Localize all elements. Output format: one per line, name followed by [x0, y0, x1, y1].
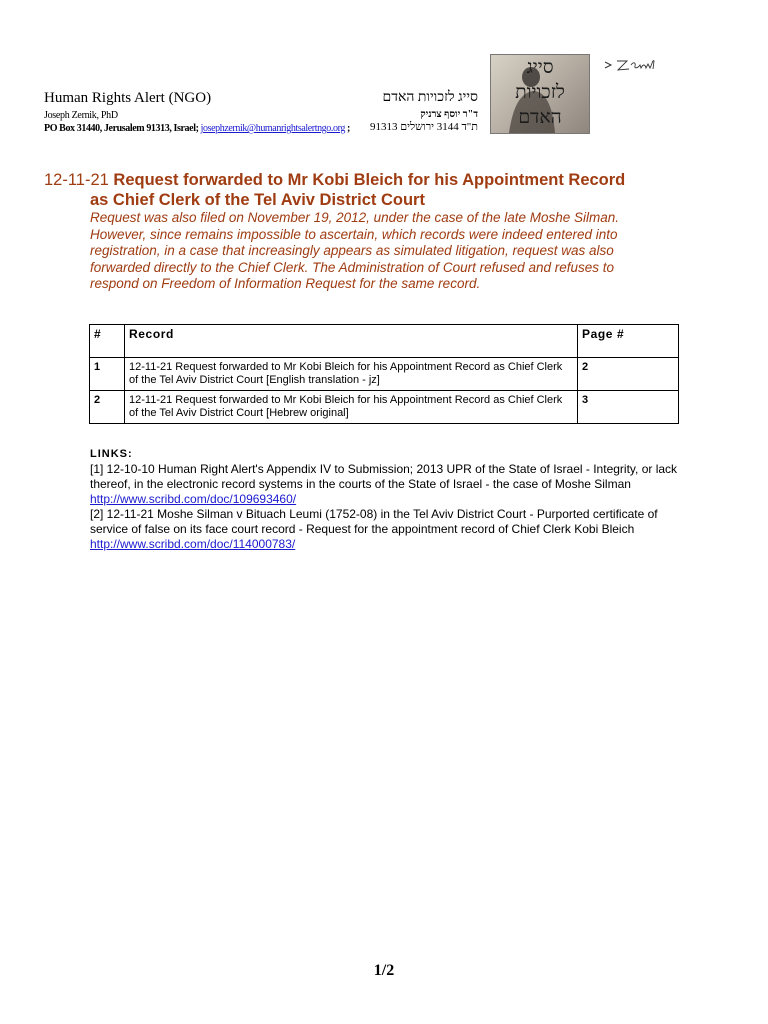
- logo-text-1: סייג: [526, 56, 554, 78]
- link-item-2-url[interactable]: http://www.scribd.com/doc/114000783/: [90, 537, 296, 551]
- logo-text-2: לזכויות: [515, 81, 565, 103]
- org-name-english: Human Rights Alert (NGO): [44, 90, 212, 106]
- header-record: Record: [125, 325, 578, 358]
- page-number: 1/2: [373, 962, 395, 979]
- header-number: #: [90, 325, 125, 358]
- table-row: [90, 358, 679, 391]
- row-record: 12-11-21 Request forwarded to Mr Kobi Bleich for his Appointment Record as Chief Clerk of the Tel Aviv District Court [English translation - jz]: [125, 358, 578, 391]
- org-name-hebrew: סייג לזכויות האדם: [382, 90, 478, 105]
- row-page: 3: [578, 391, 679, 424]
- summary-paragraph: Request was also filed on November 19, 2012, under the case of the late Moshe Silman. However, since remains impossible to ascertain, which records were indeed entered into registration, in a case that increasingly appears as simulated litigation, request was also forwarded directly to the Chief Clerk. The Administration of Court refused and refuses to respond on Freedom of Information Request for the same record.: [90, 210, 620, 291]
- link-item-1-text: [1] 12-10-10 Human Right Alert's Appendix IV to Submission; 2013 UPR of the State of Israel - Integrity, or lack thereof, in the electronic record systems in the courts of the State of Israel - the case of Moshe Silman: [90, 462, 678, 491]
- address-english: [44, 123, 350, 134]
- links-section: [90, 447, 678, 552]
- person-name-english: Joseph Zernik, PhD: [44, 110, 118, 121]
- row-page: 2: [578, 358, 679, 391]
- logo-text-3: האדם: [518, 106, 562, 128]
- link-item-2-text: [2] 12-11-21 Moshe Silman v Bituach Leumi (1752-08) in the Tel Aviv District Court - Purported certificate of service of false on its face court record - Request for the appointment record of Chief Clerk Kobi Bleich: [90, 507, 658, 536]
- title-date: 12-11-21: [44, 171, 109, 189]
- email-link[interactable]: josephzernik@humanrightsalertngo.org: [200, 123, 345, 134]
- table-row: [90, 391, 679, 424]
- address-hebrew: ת"ד 3144 ירושלים 91313: [369, 121, 478, 133]
- header-page: Page #: [578, 325, 679, 358]
- row-number: 1: [90, 358, 125, 391]
- address-text: PO Box 31440, Jerusalem 91313, Israel;: [44, 123, 199, 134]
- link-item-1-url[interactable]: http://www.scribd.com/doc/109693460/: [90, 492, 297, 506]
- records-table: [89, 324, 679, 424]
- email-suffix: ;: [347, 123, 350, 134]
- table-header-row: [90, 325, 679, 358]
- title-line-1: Request forwarded to Mr Kobi Bleich for his Appointment Record: [113, 171, 626, 189]
- person-name-hebrew: ד"ר יוסף צרניק: [420, 109, 478, 120]
- title-line-2: as Chief Clerk of the Tel Aviv District Court: [90, 191, 425, 209]
- signature-icon: [603, 56, 663, 74]
- row-record: 12-11-21 Request forwarded to Mr Kobi Bleich for his Appointment Record as Chief Clerk of the Tel Aviv District Court [Hebrew original]: [125, 391, 578, 424]
- links-heading: LINKS:: [90, 448, 133, 460]
- organization-logo: [490, 54, 590, 134]
- row-number: 2: [90, 391, 125, 424]
- document-title: [44, 170, 684, 190]
